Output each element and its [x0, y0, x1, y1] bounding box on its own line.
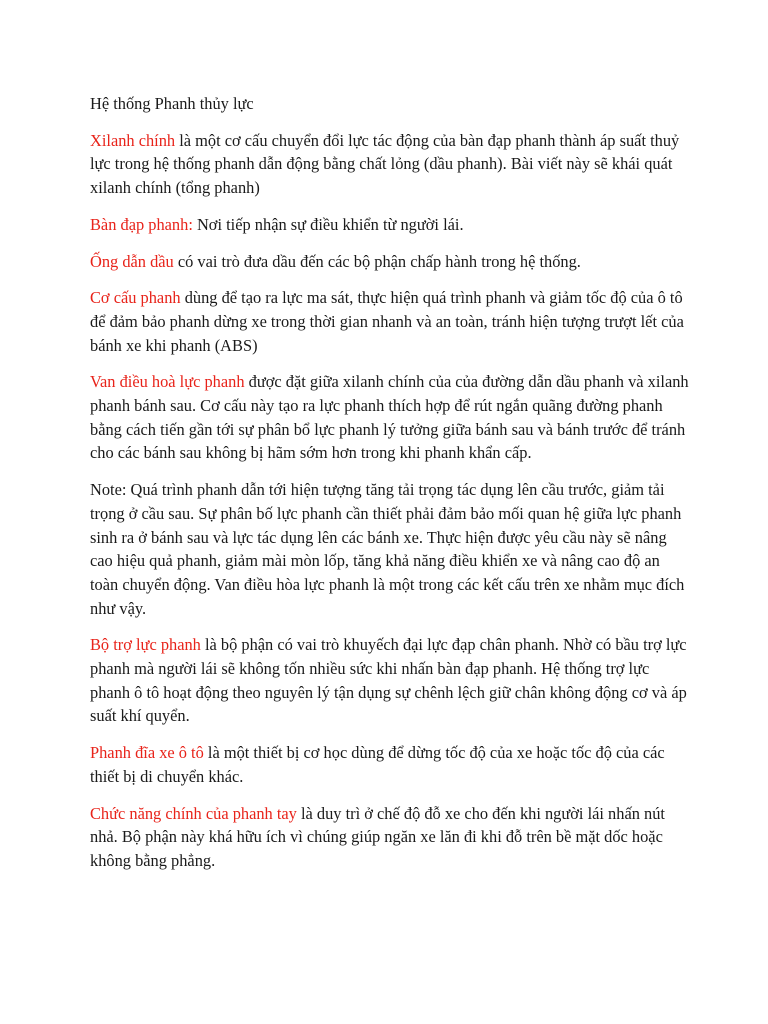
paragraph-phanh-dia [90, 741, 690, 788]
paragraph-phanh-tay [90, 802, 690, 873]
paragraph-text: dùng để tạo ra lực ma sát, thực hiện quá trình phanh và giảm tốc độ của ô tô để đảm bảo phanh dừng xe trong thời gian nhanh và an toàn, tránh hiện tượng trượt lết của bánh xe khi phanh (ABS) [90, 288, 684, 355]
paragraph-text: Nơi tiếp nhận sự điều khiển từ người lái. [192, 214, 464, 234]
paragraph-text: được đặt giữa xilanh chính của của đường dẫn dầu phanh và xilanh phanh bánh sau. Cơ cấu này tạo ra lực phanh thích hợp để rút ngắn quãng đường phanh bằng cách tiến gần tới sự phân bổ lực phanh lý tưởng giữa bánh sau và bánh trước để tránh cho các bánh sau không bị hãm sớm hơn trong khi phanh khẩn cấp. [90, 372, 689, 463]
term-co-cau-phanh: Cơ cấu phanh [90, 288, 181, 308]
term-phanh-tay: Chức năng chính của phanh tay [90, 803, 297, 823]
term-ban-dap-phanh: Bàn đạp phanh: [90, 214, 193, 234]
paragraph-note [90, 478, 690, 620]
term-van-dieu-hoa: Van điều hoà lực phanh [90, 372, 245, 392]
term-xilanh-chinh: Xilanh chính [90, 130, 176, 150]
paragraph-ong-dan-dau [90, 250, 690, 274]
paragraph-text: là một thiết bị cơ học dùng để dừng tốc độ của xe hoặc tốc độ của các thiết bị di chuyển khác. [90, 743, 665, 786]
paragraph-co-cau-phanh [90, 286, 690, 357]
paragraph-xilanh-chinh [90, 129, 690, 200]
paragraph-ban-dap-phanh [90, 213, 690, 237]
paragraph-text: Note: Quá trình phanh dẫn tới hiện tượng tăng tải trọng tác dụng lên cầu trước, giảm tải trọng ở cầu sau. Sự phân bố lực phanh cần thiết phải đảm bảo mối quan hệ giữa lực phanh sinh ra ở bánh sau và lực tác dụng lên các bánh xe. Thực hiện được yêu cầu này sẽ nâng cao hiệu quả phanh, giảm mài mòn lốp, tăng khả năng điều khiển xe và nâng cao độ an toàn chuyển động. Van điều hòa lực phanh là một trong các kết cấu trên xe nhằm mục đích như vậy. [90, 480, 685, 618]
term-bo-tro-luc-phanh: Bộ trợ lực phanh [90, 635, 201, 655]
paragraph-van-dieu-hoa [90, 370, 690, 465]
paragraph-bo-tro-luc [90, 633, 690, 728]
term-phanh-dia: Phanh đĩa xe ô tô [90, 743, 204, 763]
paragraph-text: có vai trò đưa dầu đến các bộ phận chấp hành trong hệ thống. [173, 251, 581, 271]
paragraph-text: là duy trì ở chế độ đỗ xe cho đến khi người lái nhấn nút nhả. Bộ phận này khá hữu ích vì chúng giúp ngăn xe lăn đi khi đỗ trên bề mặt dốc hoặc không bằng phẳng. [90, 803, 665, 870]
paragraph-text: là một cơ cấu chuyển đổi lực tác động của bàn đạp phanh thành áp suất thuỷ lực trong hệ thống phanh dẫn động bằng chất lỏng (dầu phanh). Bài viết này sẽ khái quát xilanh chính (tổng phanh) [90, 130, 680, 198]
document-title: Hệ thống Phanh thủy lực [90, 94, 254, 113]
paragraph-text: là bộ phận có vai trò khuyếch đại lực đạp chân phanh. Nhờ có bầu trợ lực phanh mà người lái sẽ không tốn nhiều sức khi nhấn bàn đạp phanh. Hệ thống trợ lực phanh ô tô hoạt động theo nguyên lý tận dụng sự chênh lệch giữ chân không động cơ và áp suất khí quyển. [90, 635, 687, 726]
document-content [90, 92, 690, 886]
term-ong-dan-dau: Ống dẫn dầu [90, 251, 174, 271]
